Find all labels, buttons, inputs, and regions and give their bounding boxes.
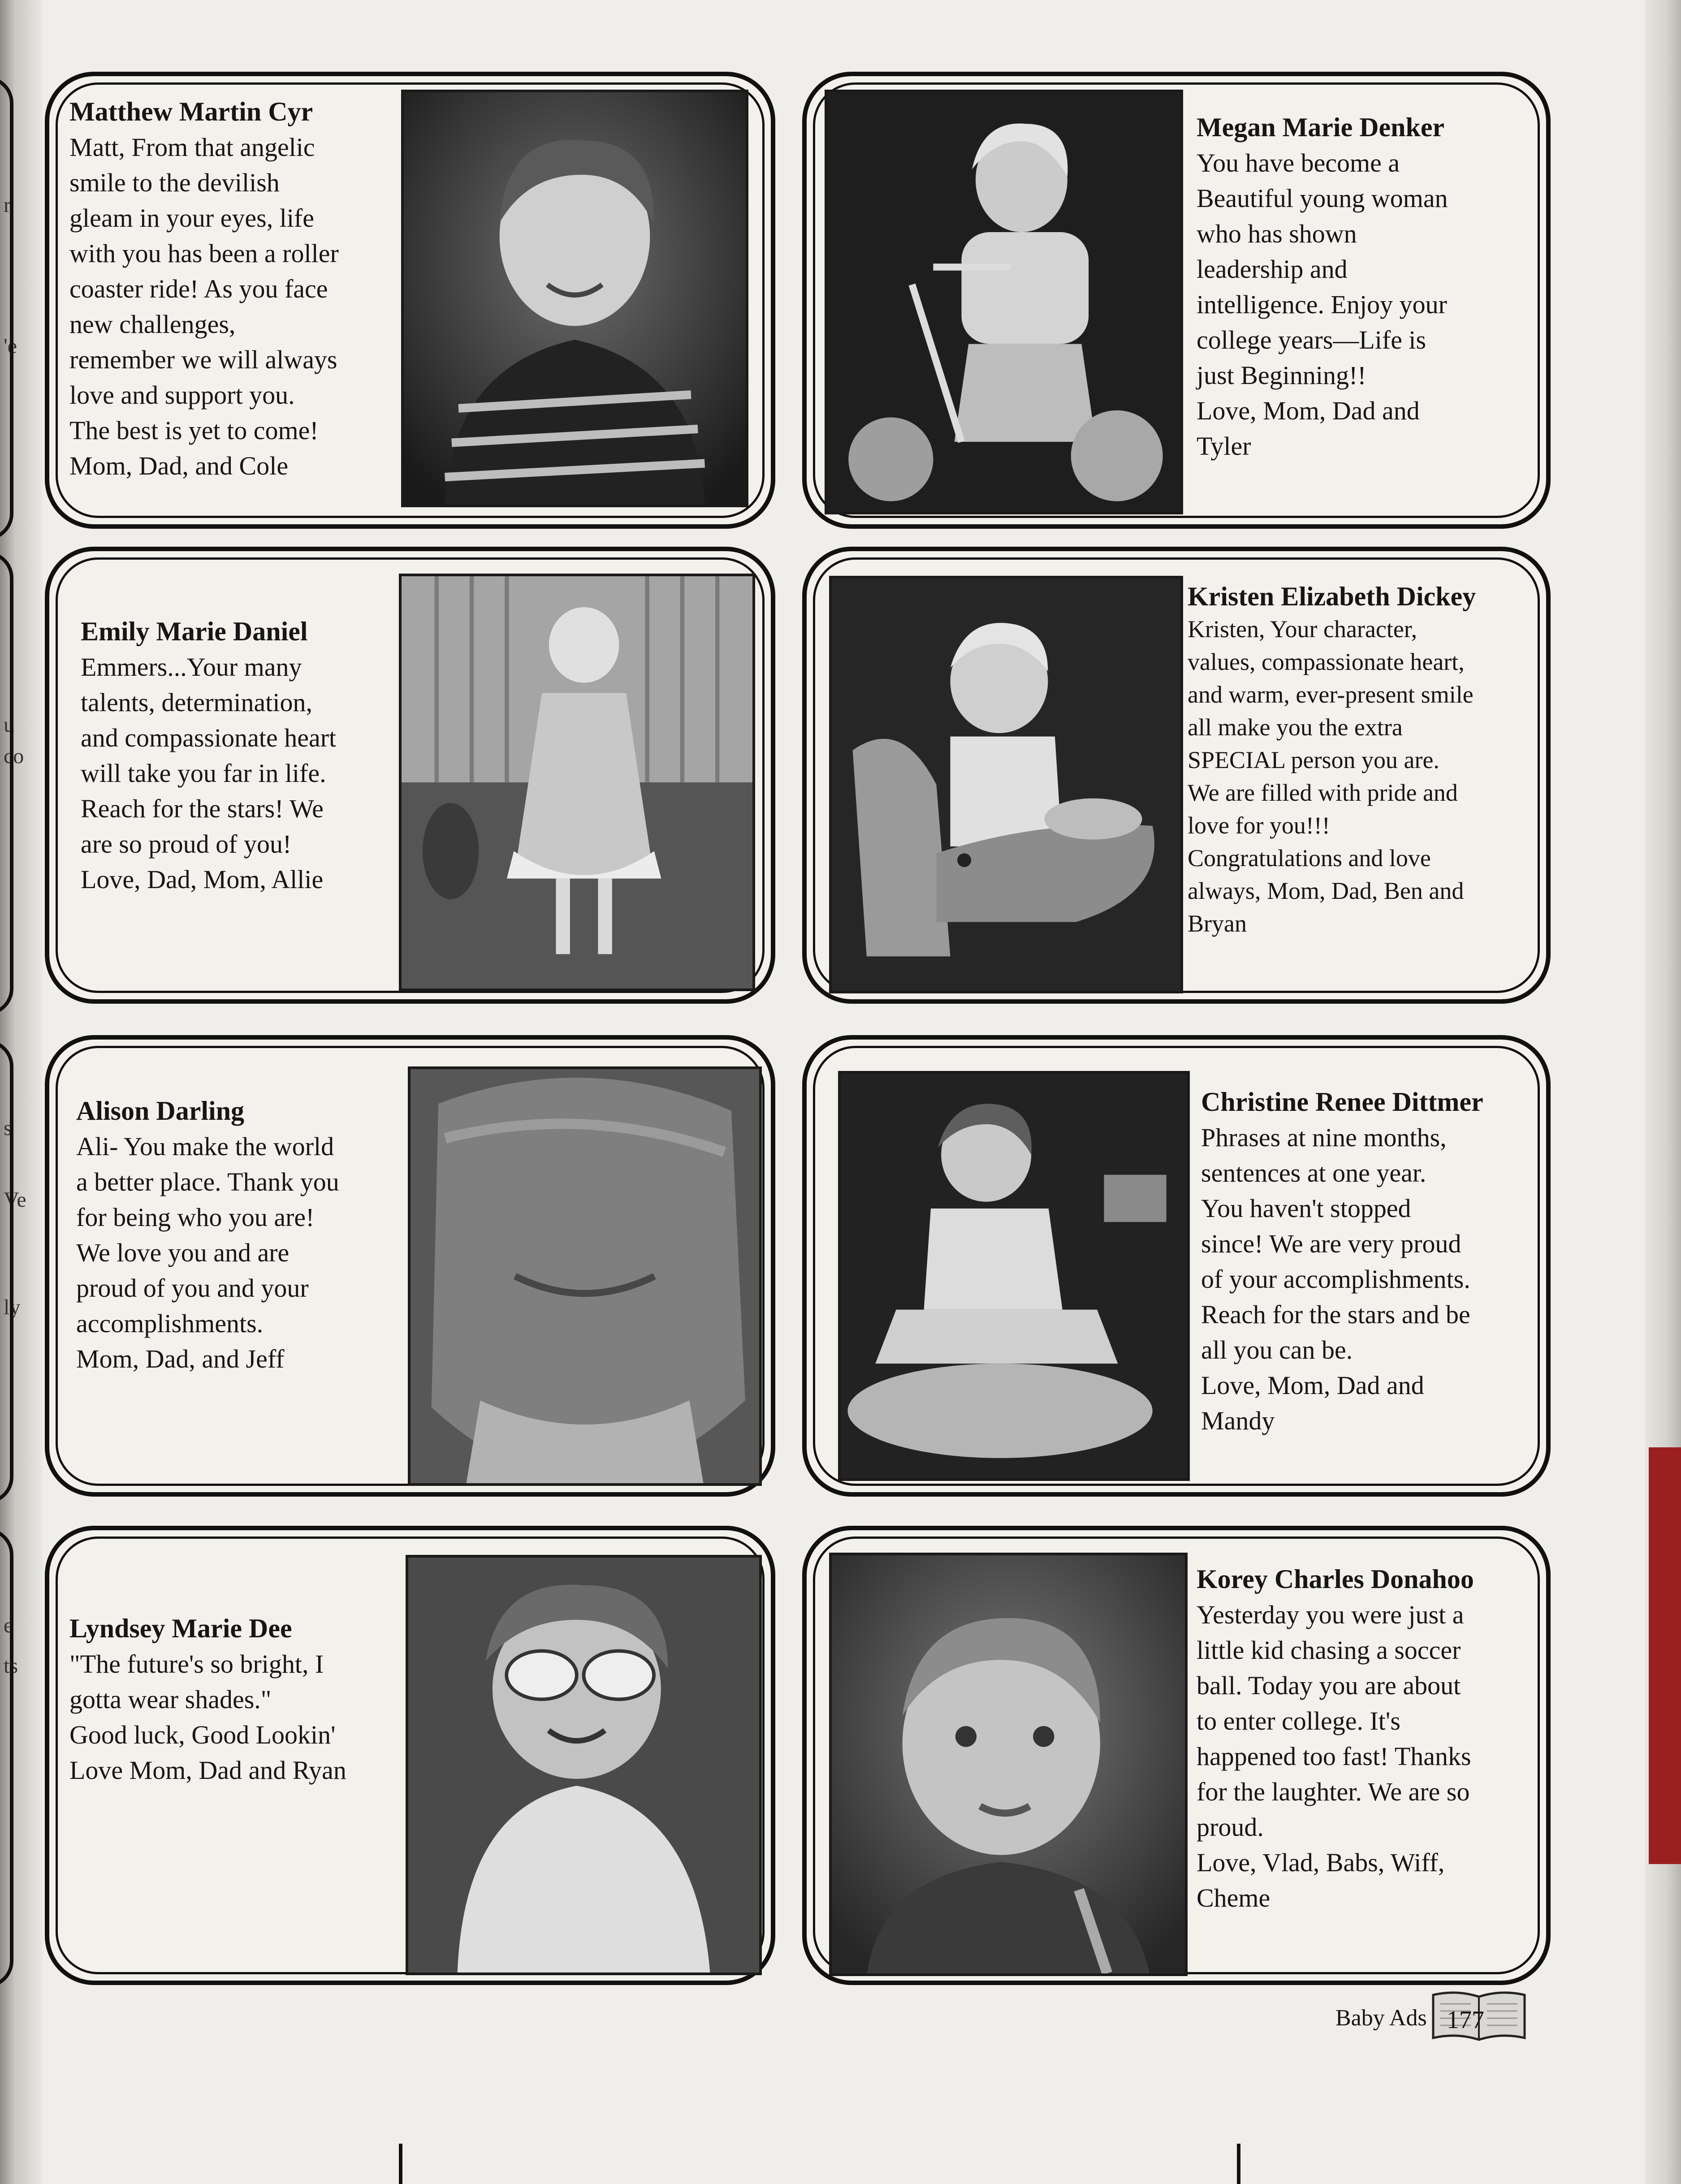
ad-name: Christine Renee Dittmer	[1201, 1087, 1483, 1117]
baby-photo	[408, 1066, 762, 1486]
baby-photo	[406, 1555, 762, 1975]
baby-ad-box	[45, 72, 775, 529]
ad-text	[1197, 1562, 1537, 1916]
ad-text	[81, 614, 430, 897]
trim-mark	[1237, 2144, 1240, 2184]
ad-text	[76, 1093, 430, 1377]
ad-name: Emily Marie Daniel	[81, 617, 308, 646]
facing-page-box-edge	[0, 551, 13, 1015]
cover-red-tab	[1649, 1447, 1681, 1864]
baby-ad-box	[802, 547, 1551, 1004]
ad-message: Phrases at nine months, sentences at one year. You haven't stopped since! We are very proud of your accomplishments. Reach for the stars and be all you can be. Love, Mom, Dad and Mandy	[1201, 1123, 1470, 1435]
baby-ad-box	[802, 72, 1551, 529]
ad-text	[1188, 580, 1542, 940]
ad-name: Matthew Martin Cyr	[69, 97, 313, 126]
ad-name: Alison Darling	[76, 1096, 245, 1126]
trim-mark	[399, 2144, 402, 2184]
ad-message: Yesterday you were just a little kid chasing a soccer ball. Today you are about to enter college. It's happened too fast! Thanks for the laughter. We are so proud. Love, Vlad, Babs, Wiff, Cheme	[1197, 1600, 1471, 1912]
baby-ad-box	[45, 1526, 775, 1985]
gutter-letter: s	[4, 1116, 12, 1140]
baby-photo	[399, 574, 755, 991]
binding-gutter	[0, 0, 43, 2184]
ad-name: Megan Marie Denker	[1197, 112, 1445, 142]
baby-photo	[838, 1071, 1190, 1481]
facing-page-box-edge	[0, 1040, 13, 1504]
gutter-letter: co	[4, 744, 24, 768]
baby-ad-box	[45, 547, 775, 1004]
ad-name: Kristen Elizabeth Dickey	[1188, 582, 1476, 611]
gutter-letter: ts	[4, 1654, 18, 1678]
facing-page-box-edge	[0, 76, 13, 540]
ad-text	[69, 1611, 437, 1788]
ad-name: Korey Charles Donahoo	[1197, 1564, 1474, 1594]
baby-photo	[829, 1553, 1188, 1976]
gutter-letter: e	[4, 1614, 13, 1637]
ad-message: Kristen, Your character, values, compassionate heart, and warm, ever-present smile all make you the extra SPECIAL person you are. We are filled with pride and love for you!!! Congratulations and love always, Mom, Dad, Ben and Bryan	[1188, 616, 1474, 937]
ad-message: Emmers...Your many talents, determination, and compassionate heart will take you far in life. Reach for the stars! We are so proud of you! Love, Dad, Mom, Allie	[81, 652, 337, 894]
ad-message: You have become a Beautiful young woman who has shown leadership and intelligence. Enjoy your college years—Life is just Beginning!! Love, Mom, Dad and Tyler	[1197, 148, 1448, 461]
ad-message: "The future's so bright, I gotta wear shades." Good luck, Good Lookin' Love Mom, Dad and Ryan	[69, 1649, 346, 1785]
gutter-letter: 'e	[4, 334, 17, 358]
gutter-letter: Ve	[4, 1188, 26, 1212]
baby-photo	[401, 90, 748, 507]
facing-page-box-edge	[0, 1528, 13, 1988]
page-number: 177	[1447, 2006, 1484, 2034]
ad-text	[1197, 110, 1537, 464]
gutter-letter: r	[4, 193, 11, 217]
gutter-letter: u	[4, 713, 14, 737]
section-label: Baby Ads	[1335, 2005, 1427, 2031]
baby-ad-box	[45, 1035, 775, 1497]
ad-text	[1201, 1084, 1542, 1438]
baby-ad-box	[802, 1526, 1551, 1985]
baby-photo	[825, 90, 1183, 514]
baby-photo	[829, 576, 1183, 993]
ad-message: Ali- You make the world a better place. Thank you for being who you are! We love you and are proud of you and your accomplishments. Mom, Dad, and Jeff	[76, 1132, 339, 1373]
ad-name: Lyndsey Marie Dee	[69, 1614, 292, 1643]
ad-text	[69, 94, 423, 483]
baby-ad-box	[802, 1035, 1551, 1497]
gutter-letter: ly	[4, 1295, 21, 1319]
ad-message: Matt, From that angelic smile to the devilish gleam in your eyes, life with you has been a roller coaster ride! As you face new challenges, remember we will always love and support you. The best is yet to come! Mom, Dad, and Cole	[69, 133, 339, 480]
